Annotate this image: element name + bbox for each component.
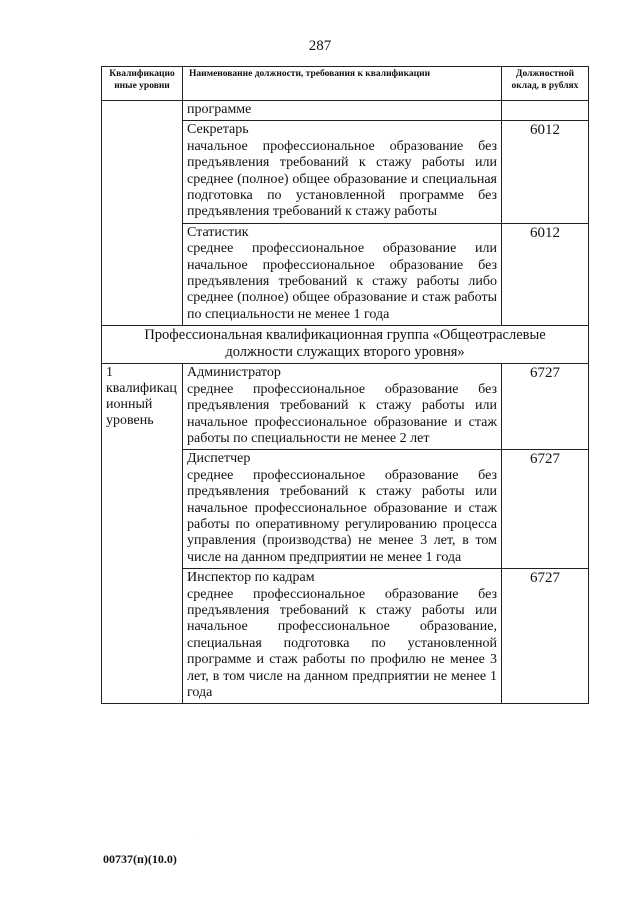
group-title-row [102,326,589,364]
position-requirements: среднее профессиональное образование или начальное профессиональное образование без предъявления требований к стажу работы либо среднее (полное) общее образование и стаж работы по специальности не менее 1 года [187,241,497,322]
position-title: Администратор [187,365,281,381]
position-requirements: среднее профессиональное образование без предъявления требований к стажу работы или начальное профессиональное образование и стаж работы по специальности не менее 2 лет [187,381,497,446]
salary-value: 6727 [502,450,589,569]
table-header-row [102,67,589,101]
table-row [102,101,589,121]
document-code: 00737(п)(10.0) [103,852,177,866]
qualification-level-cell [102,364,183,704]
header-position-name: Наименование должности, требования к квалификации [183,67,502,101]
position-title: Секретарь [187,122,249,138]
position-title: Статистик [187,224,249,240]
position-cell-administrator [183,364,502,450]
group-title [102,326,589,364]
page-number: 287 [308,38,332,54]
table-row [102,364,589,450]
salary-value: 6727 [502,364,589,450]
level-line-2: квалификац [106,381,177,397]
group-title-line-2: должности служащих второго уровня» [225,344,465,361]
position-title: Диспетчер [187,451,251,467]
position-title: Инспектор по кадрам [187,570,315,586]
header-salary: Должностной оклад, в рублях [502,67,589,101]
salary-value: 6012 [502,223,589,325]
level-line-1: 1 [106,365,113,381]
qualification-table [101,66,589,704]
level-cell-empty [102,101,183,326]
position-requirements: среднее профессиональное образование без предъявления требований к стажу работы или начальное профессиональное образование и стаж работы по оперативному регулированию процесса управления (производства) не менее 3 лет, в том числе на данном предприятии не менее 1 года [187,467,497,565]
salary-value: 6727 [502,569,589,704]
continuation-text: программе [183,101,502,121]
level-line-3: ионный [106,397,153,413]
position-cell-hr-inspector [183,569,502,704]
position-requirements: среднее профессиональное образование без предъявления требований к стажу работы или начальное профессиональное образование, специальная подготовка по установленной программе и стаж работы по профилю не менее 3 лет, в том числе на данном предприятии не менее 1 года [187,586,497,700]
level-line-4: уровень [106,413,154,429]
position-requirements: начальное профессиональное образование без предъявления требований к стажу работы или среднее (полное) общее образование и специальная подготовка по установленной программе без предъявления требований к стажу работы [187,138,497,220]
position-cell-secretary [183,121,502,223]
salary-value: 6012 [502,121,589,223]
position-cell-statistician [183,223,502,325]
header-qualification-levels: Квалификацио нные уровни [102,67,183,101]
position-cell-dispatcher [183,450,502,569]
scan-speck: · [197,835,199,841]
salary-cell-empty [502,101,589,121]
group-title-line-1: Профессиональная квалификационная группа «Общеотраслевые [144,327,546,344]
